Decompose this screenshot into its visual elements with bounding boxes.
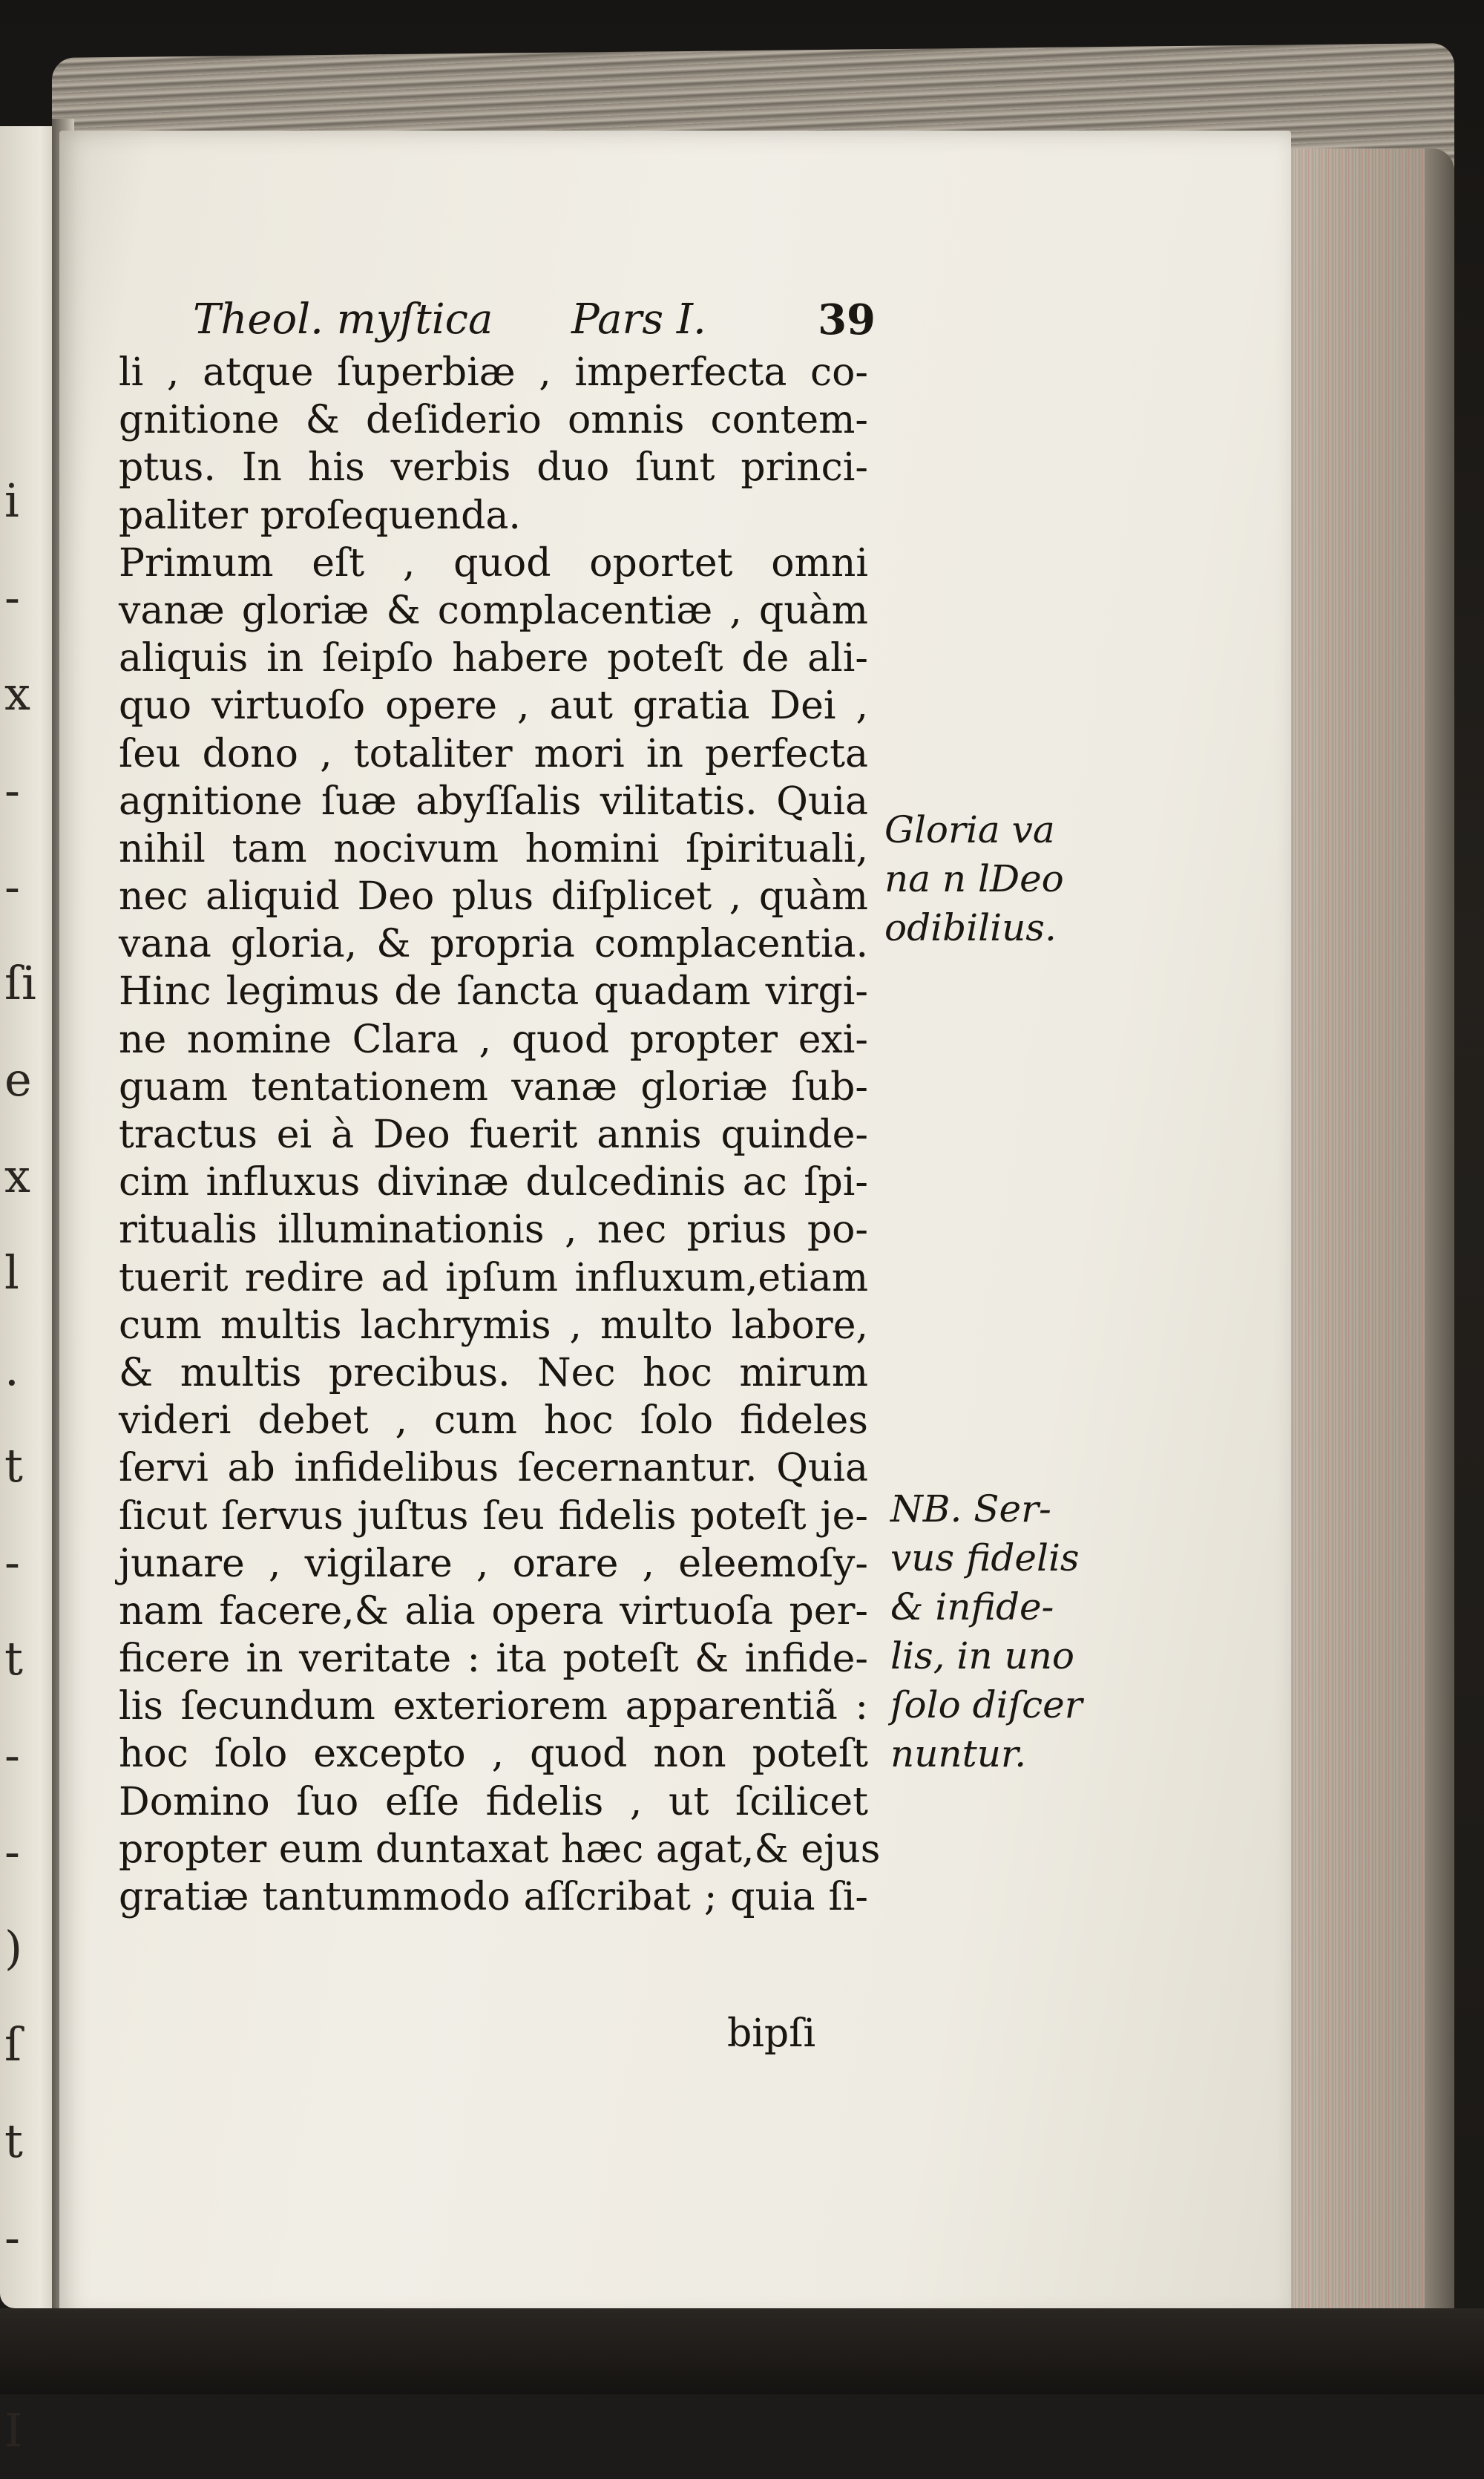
text-line: ptus. In his verbis duo ſunt princi- bbox=[119, 445, 868, 491]
text-line: Hinc legimus de ſancta quadam virgi- bbox=[119, 969, 868, 1015]
margin-note-line: vus fidelis bbox=[890, 1536, 1080, 1579]
margin-note-line: lis, in uno bbox=[890, 1634, 1075, 1677]
text-line: nam facere,& alia opera virtuoſa per- bbox=[119, 1588, 868, 1634]
text-line: videri debet , cum hoc ſolo fideles bbox=[119, 1398, 868, 1444]
text-line: aliquis in ſeipſo habere poteſt de ali- bbox=[119, 636, 868, 681]
text-line: vana gloria, & propria complacentia. bbox=[119, 922, 868, 967]
text-line: tractus ei à Deo fuerit annis quinde- bbox=[119, 1113, 868, 1157]
margin-note-gloria bbox=[884, 805, 1064, 952]
text-line: tuerit redire ad ipſum influxum,etiam bbox=[119, 1255, 868, 1300]
header-title: Theol. myſtica bbox=[193, 295, 493, 344]
text-line: ficere in veritate : ita poteſt & infide- bbox=[119, 1637, 868, 1682]
text-line: vanæ gloriæ & complacentiæ , quàm bbox=[119, 588, 868, 633]
text-line: gnitione & deſiderio omnis contem- bbox=[119, 398, 868, 443]
catchword: bipſi bbox=[727, 2011, 816, 2056]
page-number: 39 bbox=[818, 295, 876, 344]
text-line: paliter proſequenda. bbox=[119, 493, 521, 538]
text-line: Domino ſuo eſſe fidelis , ut ſcilicet bbox=[119, 1779, 868, 1824]
margin-note-line: Gloria va bbox=[884, 808, 1055, 851]
header-part: Pars I. bbox=[571, 295, 706, 344]
text-line: propter eum duntaxat hæc agat,& ejus bbox=[119, 1827, 881, 1872]
text-line: junare , vigilare , orare , eleemoſy- bbox=[119, 1541, 868, 1586]
text-line: hoc ſolo excepto , quod non poteſt bbox=[119, 1732, 868, 1777]
left-page-edge bbox=[0, 126, 58, 2457]
margin-note-line: odibilius. bbox=[884, 906, 1057, 949]
text-line: & multis precibus. Nec hoc mirum bbox=[119, 1350, 868, 1395]
text-line: gratiæ tantummodo aſſcribat ; quia ſi- bbox=[119, 1875, 868, 1919]
text-line: ne nomine Clara , quod propter exi- bbox=[119, 1017, 868, 1062]
bottom-shadow bbox=[0, 2308, 1484, 2394]
text-line: guam tentationem vanæ gloriæ ſub- bbox=[119, 1064, 868, 1110]
body-text bbox=[119, 349, 881, 1921]
text-line: ritualis illuminationis , nec prius po- bbox=[119, 1208, 868, 1253]
text-line: nihil tam nocivum homini ſpirituali, bbox=[119, 826, 868, 871]
text-line: agnitione ſuæ abyſſalis vilitatis. Quia bbox=[119, 779, 868, 824]
margin-note-line: ſolo diſcer bbox=[890, 1683, 1083, 1726]
text-line: ſicut ſervus juſtus ſeu fidelis poteſt je- bbox=[119, 1493, 868, 1539]
text-line: cim influxus divinæ dulcedinis ac ſpi- bbox=[119, 1160, 868, 1205]
text-line: nec aliquid Deo plus diſplicet , quàm bbox=[119, 874, 868, 920]
text-line: ſervi ab infidelibus ſecernantur. Quia bbox=[119, 1446, 868, 1491]
margin-note-nb bbox=[890, 1484, 1083, 1778]
running-header bbox=[193, 295, 876, 355]
margin-note-line: na n lDeo bbox=[884, 857, 1064, 900]
text-line: li , atque ſuperbiæ , imperfecta co- bbox=[119, 350, 868, 395]
text-line: cum multis lachrymis , multo labore, bbox=[119, 1303, 868, 1348]
text-line: lis ſecundum exteriorem apparentiã : bbox=[119, 1684, 868, 1729]
left-page-fragments: i - x - - ſi e x l . t - t - - ) ſ t - I bbox=[4, 474, 36, 2457]
text-line: quo virtuoſo opere , aut gratia Dei , bbox=[119, 684, 868, 729]
margin-note-line: NB. Ser- bbox=[890, 1487, 1051, 1530]
margin-note-line: nuntur. bbox=[890, 1732, 1027, 1775]
text-line: Primum eſt , quod oportet omni bbox=[119, 540, 868, 586]
margin-note-line: & infide- bbox=[890, 1585, 1054, 1628]
text-line: ſeu dono , totaliter mori in perfecta bbox=[119, 731, 868, 776]
